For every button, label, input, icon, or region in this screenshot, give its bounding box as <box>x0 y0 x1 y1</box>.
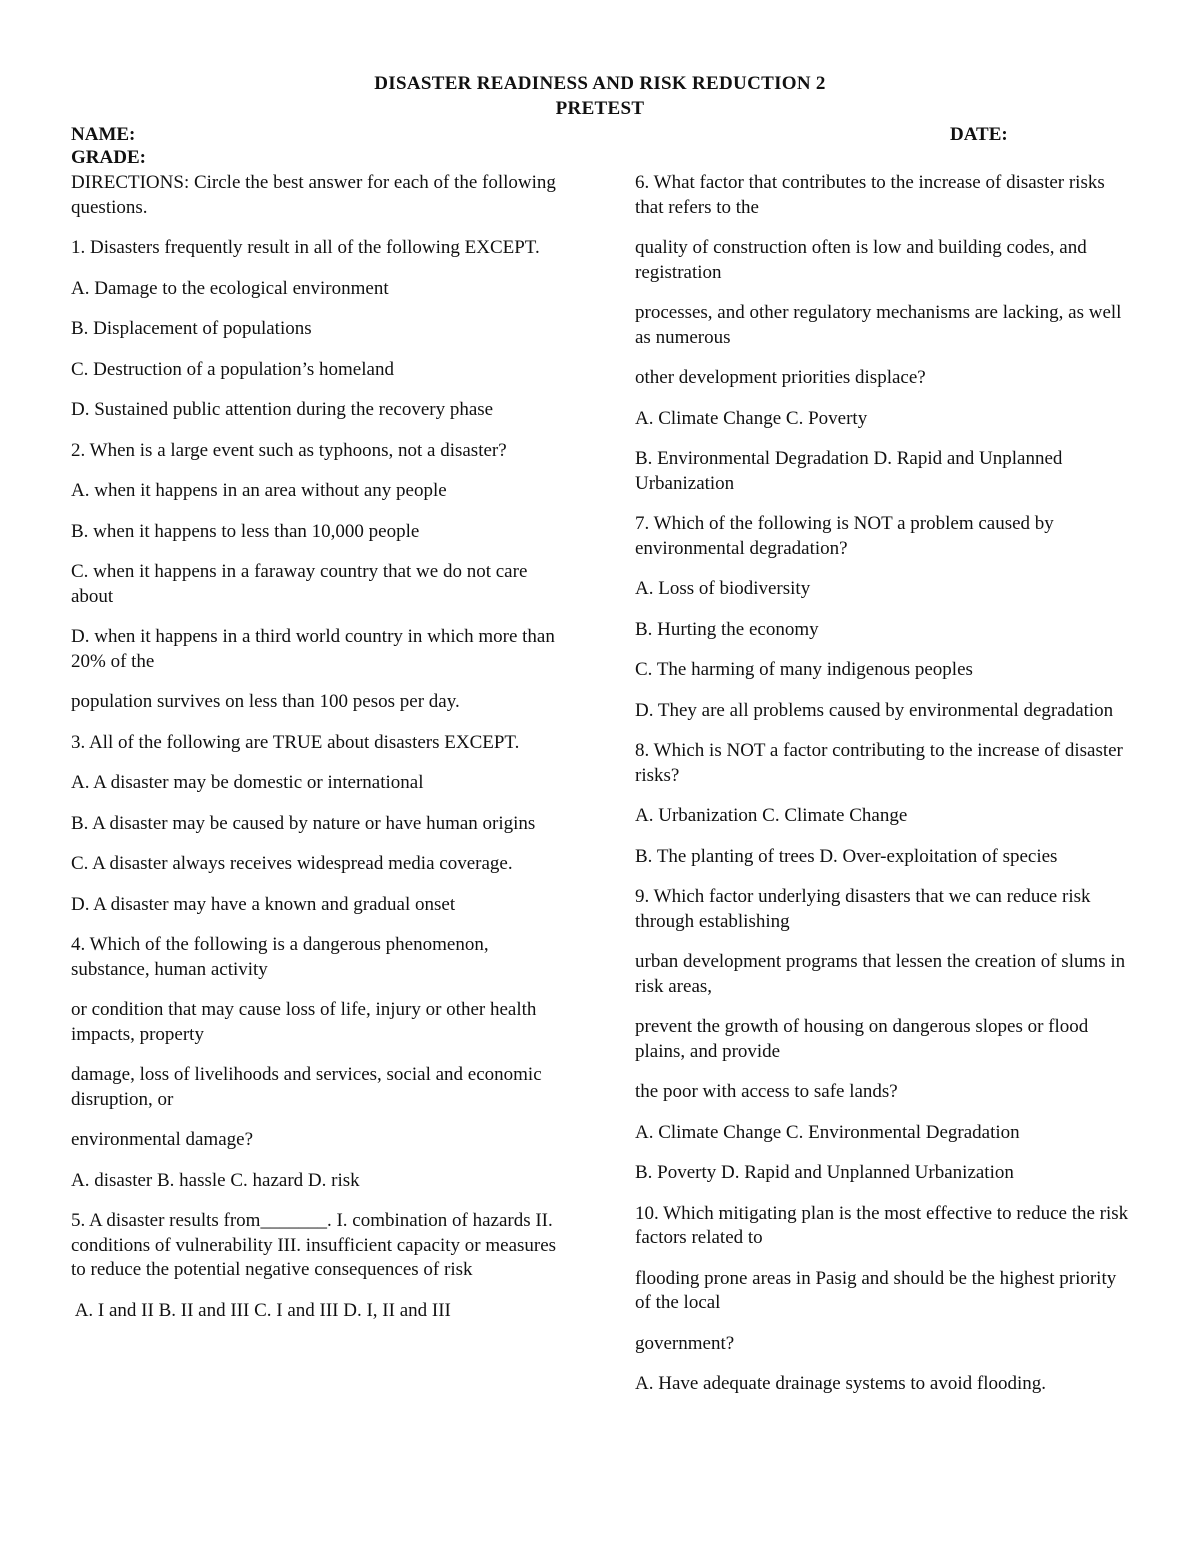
q4-options: A. disaster B. hassle C. hazard D. risk <box>71 1169 360 1191</box>
q7-option-c: C. The harming of many indigenous peoples <box>635 659 973 680</box>
question-9-continued-3: the poor with access to safe lands? <box>635 1081 898 1102</box>
q2-option-a: A. when it happens in an area without any people <box>71 480 447 501</box>
name-label: NAME: <box>71 124 136 145</box>
document-subtitle: PRETEST <box>555 98 645 119</box>
q6-options-ac: A. Climate Change C. Poverty <box>635 407 868 429</box>
question-6: 6. What factor that contributes to the increase of disaster risks that refers to the <box>635 172 1105 218</box>
question-9-continued-2: prevent the growth of housing on dangerous slopes or flood plains, and provide <box>635 1016 1089 1062</box>
question-10: 10. Which mitigating plan is the most effective to reduce the risk factors related to <box>635 1202 1129 1248</box>
q1-option-c: C. Destruction of a population’s homeland <box>71 358 394 380</box>
date-label: DATE: <box>950 124 1008 145</box>
question-6-continued-2: processes, and other regulatory mechanisms are lacking, as well as numerous <box>635 302 1122 348</box>
q3-option-c: C. A disaster always receives widespread media coverage. <box>71 853 513 874</box>
q8-options-ac: A. Urbanization C. Climate Change <box>635 805 908 826</box>
q2-option-c: C. when it happens in a faraway country that we do not care about <box>71 561 528 607</box>
question-4: 4. Which of the following is a dangerous phenomenon, substance, human activity <box>71 934 489 980</box>
q1-option-b: B. Displacement of populations <box>71 318 312 339</box>
q8-options-bd: B. The planting of trees D. Over-exploitation of species <box>635 845 1058 867</box>
q3-option-d: D. A disaster may have a known and gradual onset <box>71 893 456 915</box>
directions: DIRECTIONS: Circle the best answer for each of the following questions. <box>71 172 556 218</box>
grade-label: GRADE: <box>71 147 146 168</box>
question-7: 7. Which of the following is NOT a problem caused by environmental degradation? <box>635 513 1054 559</box>
right-column <box>635 171 1130 1413</box>
question-4-continued-2: damage, loss of livelihoods and services, social and economic disruption, or <box>71 1064 542 1110</box>
question-4-continued-1: or condition that may cause loss of life, injury or other health impacts, property <box>71 999 537 1045</box>
q1-option-d: D. Sustained public attention during the recovery phase <box>71 399 494 420</box>
q3-option-a: A. A disaster may be domestic or international <box>71 772 424 793</box>
q7-option-b: B. Hurting the economy <box>635 618 819 640</box>
q2-option-b: B. when it happens to less than 10,000 people <box>71 520 420 542</box>
q10-option-a: A. Have adequate drainage systems to avoid flooding. <box>635 1373 1047 1394</box>
question-6-continued-1: quality of construction often is low and building codes, and registration <box>635 237 1087 283</box>
q7-option-d: D. They are all problems caused by environmental degradation <box>635 699 1114 721</box>
q9-options-ac: A. Climate Change C. Environmental Degradation <box>635 1121 1020 1143</box>
q3-option-b: B. A disaster may be caused by nature or have human origins <box>71 812 536 834</box>
q2-option-d-continued: population survives on less than 100 pesos per day. <box>71 691 460 712</box>
question-10-continued-2: government? <box>635 1332 735 1354</box>
question-9-continued-1: urban development programs that lessen the creation of slums in risk areas, <box>635 951 1126 997</box>
question-4-continued-3: environmental damage? <box>71 1129 254 1150</box>
question-2: 2. When is a large event such as typhoons, not a disaster? <box>71 439 507 461</box>
question-9: 9. Which factor underlying disasters that we can reduce risk through establishing <box>635 886 1091 932</box>
question-1: 1. Disasters frequently result in all of the following EXCEPT. <box>71 237 540 258</box>
q1-option-a: A. Damage to the ecological environment <box>71 277 389 299</box>
q9-options-bd: B. Poverty D. Rapid and Unplanned Urbanization <box>635 1162 1014 1183</box>
question-6-continued-3: other development priorities displace? <box>635 367 926 388</box>
q2-option-d: D. when it happens in a third world country in which more than 20% of the <box>71 626 555 672</box>
q7-option-a: A. Loss of biodiversity <box>635 578 811 599</box>
question-3: 3. All of the following are TRUE about disasters EXCEPT. <box>71 731 520 753</box>
left-column <box>71 171 561 1339</box>
q5-options: A. I and II B. II and III C. I and III D. I, II and III <box>71 1299 451 1321</box>
question-5: 5. A disaster results from_______. I. combination of hazards II. conditions of vulnerability III. insufficient capacity or measures to reduce the potential negative consequences of risk <box>71 1210 557 1280</box>
document-title: DISASTER READINESS AND RISK REDUCTION 2 <box>374 73 826 94</box>
q6-options-bd: B. Environmental Degradation D. Rapid and Unplanned Urbanization <box>635 448 1063 494</box>
question-10-continued-1: flooding prone areas in Pasig and should be the highest priority of the local <box>635 1267 1117 1313</box>
question-8: 8. Which is NOT a factor contributing to the increase of disaster risks? <box>635 740 1123 786</box>
